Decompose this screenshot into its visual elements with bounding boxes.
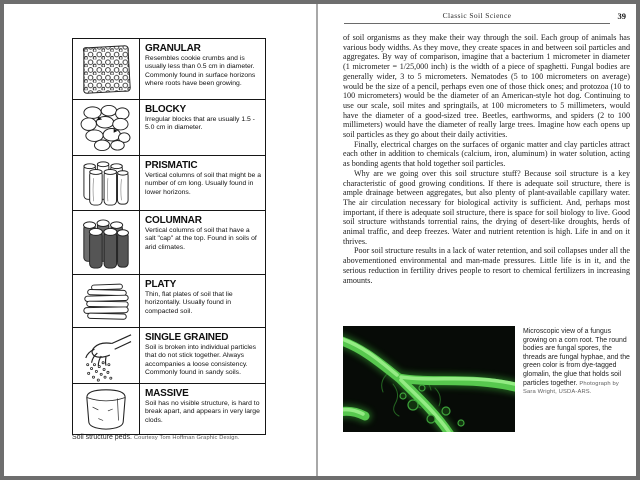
table-cell bbox=[140, 100, 265, 155]
platy-peds-icon bbox=[73, 275, 140, 327]
ped-type-description: Irregular blocks that are usually 1.5 - 5.0 cm in diameter. bbox=[145, 116, 255, 132]
table-row bbox=[73, 99, 265, 155]
ped-type-title: GRANULAR bbox=[145, 43, 201, 54]
figure-caption-credit: Photograph by Sara Wright, USDA-ARS. bbox=[523, 380, 619, 396]
table-cell bbox=[140, 156, 265, 210]
paragraph: of soil organisms as they make their way through the soil. Each group of animals has various body widths. As they move, they create spaces in and between soil particles and aggregates. By way of comparison, imagine that a bacterium 1 micrometer in diameter (1 micrometer = 1/25,000 inch) is the width of a piece of spaghetti. Fungal bodies are generally wider, 3 to 5 micrometers. Nematodes (5 to 100 micrometers on average) would be the size of a pencil, perhaps even one of those thick ones; and protozoa (10 to 100 micrometers) would be the diameter of an American-style hot dog. Continuing to use our scale, soil mites and springtails, at 100 micrometers to 5 millimeters, would have the diameter of a good-sized tree. Beetles, earthworms, and spiders (2 to 100 millimeters) would have the diameter of really large trees. Imagine how each opens up soil particles as they go about their daily activities. bbox=[343, 33, 630, 140]
ped-type-title: PLATY bbox=[145, 279, 177, 290]
granular-peds-icon bbox=[73, 39, 140, 99]
ped-type-title: PRISMATIC bbox=[145, 160, 198, 171]
soil-structure-table bbox=[72, 38, 266, 435]
ped-type-title: COLUMNAR bbox=[145, 215, 202, 226]
figure-caption-text: Microscopic view of a fungus growing on a corn root. The round bodies are fungal spores, the threads are fungal hyphae, and the green color is from dye-tagged glomalin, the glue that holds soil particles together. bbox=[523, 328, 630, 387]
body-text bbox=[343, 33, 630, 285]
table-cell bbox=[140, 211, 265, 274]
table-row bbox=[73, 274, 265, 327]
page-gutter-line bbox=[316, 4, 318, 476]
single-grained-peds-icon bbox=[73, 328, 140, 383]
ped-type-description: Soil has no visible structure, is hard to break apart, and appears in very large clods. bbox=[145, 400, 260, 424]
table-row bbox=[73, 210, 265, 274]
ped-type-title: SINGLE GRAINED bbox=[145, 332, 229, 343]
caption-credit: Courtesy Tom Hoffman Graphic Design. bbox=[133, 435, 240, 441]
table-cell bbox=[140, 384, 265, 434]
table-cell bbox=[140, 39, 265, 99]
ped-type-description: Thin, flat plates of soil that lie horizontally. Usually found in compacted soil. bbox=[145, 291, 233, 315]
ped-type-description: Resembles cookie crumbs and is usually less than 0.5 cm in diameter. Commonly found in surface horizons where roots have been growing. bbox=[145, 55, 256, 87]
paragraph: Why are we going over this soil structure stuff? Because soil structure is a key characteristic of good growing conditions. If there is adequate soil structure, there is ample drainage between aggregates, but also plenty of plant-available capillary water. The air circulation necessary for biological activity is sufficient. And, perhaps most important, if there is adequate soil structure, there is space for soil biology to live. Good soil structure withstands torrential rains, the drying of desert-like droughts, herds of animal traffic, and deep freezes. Water and nutrient retention is high. Life in and on it thrives. bbox=[343, 168, 630, 246]
figure bbox=[343, 326, 630, 432]
ped-type-description: Vertical columns of soil that have a salt "cap" at the top. Found in soils of arid climates. bbox=[145, 227, 257, 251]
caption-text: Soil structure peds. bbox=[72, 434, 134, 441]
running-head: Classic Soil Science bbox=[344, 11, 610, 24]
prismatic-peds-icon bbox=[73, 156, 140, 210]
table-row bbox=[73, 155, 265, 210]
fungus-on-corn-root-photo bbox=[343, 326, 515, 432]
page-number: 39 bbox=[617, 11, 626, 21]
paragraph: Finally, electrical charges on the surfaces of organic matter and clay particles attract each other in addition to chemicals (calcium, iron, aluminum) in water solution, acting as bonding agents that hold together soil particles. bbox=[343, 139, 630, 169]
columnar-peds-icon bbox=[73, 211, 140, 274]
table-row bbox=[73, 383, 265, 434]
figure-caption bbox=[523, 326, 630, 432]
table-cell bbox=[140, 328, 265, 383]
massive-peds-icon bbox=[73, 384, 140, 434]
table-caption bbox=[72, 434, 302, 441]
blocky-peds-icon bbox=[73, 100, 140, 155]
table-row bbox=[73, 39, 265, 99]
ped-type-title: MASSIVE bbox=[145, 388, 189, 399]
book-spread bbox=[4, 4, 636, 476]
ped-type-description: Vertical columns of soil that might be a number of cm long. Usually found in lower horizons. bbox=[145, 172, 261, 196]
table-cell bbox=[140, 275, 265, 327]
ped-type-description: Soil is broken into individual particles that do not stick together. Always accompanies a loose consistency. Commonly found in sandy soils. bbox=[145, 344, 257, 376]
paragraph: Poor soil structure results in a lack of water retention, and soil collapses under all the abovementioned environmental and man-made pressures. Little life is in it, and the serious reduction in fertility drives people to resort to chemical fertilizers in increasing amounts. bbox=[343, 246, 630, 285]
ped-type-title: BLOCKY bbox=[145, 104, 187, 115]
table-row bbox=[73, 327, 265, 383]
